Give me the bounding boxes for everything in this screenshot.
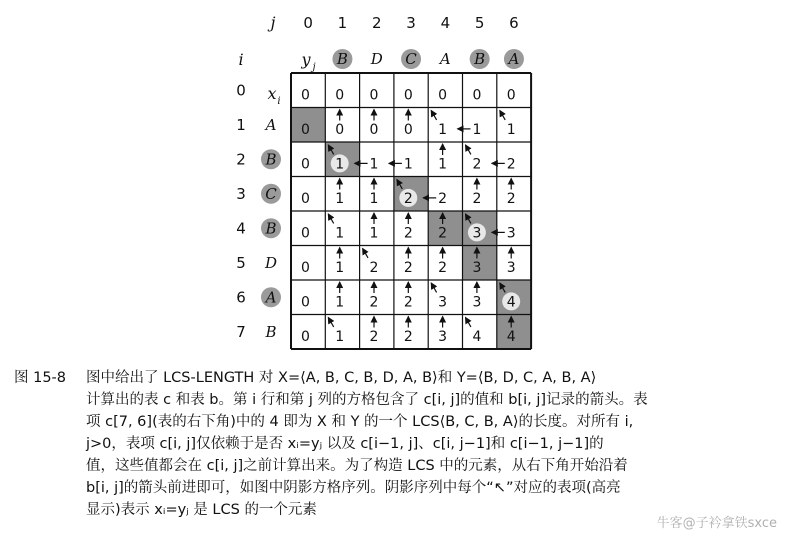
cell-value: 1 <box>472 121 482 138</box>
cell-value: 0 <box>403 87 413 104</box>
cell-value: 0 <box>300 190 310 207</box>
column-index: 6 <box>509 14 519 32</box>
x-char: D <box>264 253 278 272</box>
cell-value: 0 <box>335 87 345 104</box>
row-index: 0 <box>236 81 246 100</box>
cell-value: 2 <box>472 190 482 207</box>
row-index: 5 <box>236 253 246 272</box>
cell-value: 2 <box>403 259 413 276</box>
cell-value: 2 <box>472 156 482 173</box>
arrow-diag <box>328 318 333 327</box>
cell-value: 0 <box>335 121 345 138</box>
cell-value: 2 <box>403 225 413 242</box>
cell-value: 2 <box>369 328 379 345</box>
caption-line-4: j>0，表项 c[i, j]仅依赖于是否 xᵢ=yⱼ 以及 c[i−1, j]、c[i, j−1]和 c[i−1, j−1]的 <box>86 436 604 452</box>
cell-value: 2 <box>506 156 516 173</box>
column-index: 1 <box>337 14 348 32</box>
cell-value: 1 <box>369 156 379 173</box>
figure-label: 图 15-8 <box>14 370 67 386</box>
cell-value: 0 <box>300 121 310 138</box>
cell-value: 1 <box>438 121 448 138</box>
cell-value: 1 <box>335 294 345 311</box>
cell-value: 1 <box>335 156 345 173</box>
caption-line-5: 值，这些值都会在 c[i, j]之前计算出来。为了构造 LCS 中的元素，从右下角开始沿着 <box>86 458 628 474</box>
cell-value: 3 <box>438 294 448 311</box>
column-index: 0 <box>303 14 313 32</box>
arrow-diag <box>431 283 436 292</box>
cell-value: 2 <box>403 190 413 207</box>
watermark: 牛客@子衿拿铁sxce <box>656 516 777 531</box>
cell-value: 1 <box>506 121 516 138</box>
x-char: A <box>265 288 277 307</box>
cell-value: 1 <box>369 190 379 207</box>
cell-value: 0 <box>403 121 413 138</box>
x-header-label: x <box>267 84 277 103</box>
column-index: 4 <box>440 14 451 32</box>
cell-value: 1 <box>403 156 413 173</box>
cell-value: 3 <box>472 225 482 242</box>
cell-value: 0 <box>438 87 448 104</box>
cell-value: 0 <box>300 225 310 242</box>
cell-value: 0 <box>472 87 482 104</box>
arrow-diag <box>363 249 368 258</box>
y-char: D <box>370 50 383 68</box>
cell-value: 1 <box>335 225 345 242</box>
y-header-label: y <box>301 50 311 69</box>
column-index: 5 <box>474 14 485 32</box>
j-axis-label: j <box>270 13 276 32</box>
caption-line-7: 显示)表示 xᵢ=yⱼ 是 LCS 的一个元素 <box>86 502 317 518</box>
cell-value: 1 <box>369 225 379 242</box>
cell-value: 0 <box>369 121 379 138</box>
x-header-subscript: i <box>277 96 281 107</box>
cell-value: 2 <box>506 190 516 207</box>
cell-value: 2 <box>403 294 413 311</box>
x-char: B <box>265 219 277 238</box>
cell-value: 1 <box>438 156 448 173</box>
cell-value: 0 <box>300 156 310 173</box>
i-axis-label: i <box>238 50 244 69</box>
cell-value: 0 <box>506 87 516 104</box>
arrow-diag <box>466 145 471 154</box>
x-char: A <box>265 115 277 134</box>
cell-value: 2 <box>369 294 379 311</box>
x-char: C <box>265 184 277 203</box>
cell-value: 0 <box>300 328 310 345</box>
cell-value: 0 <box>300 259 310 276</box>
x-char: B <box>265 150 277 169</box>
row-index: 6 <box>236 288 246 307</box>
cell-value: 0 <box>300 87 310 104</box>
row-index: 4 <box>236 219 246 238</box>
cell-value: 4 <box>506 294 516 311</box>
cell-value: 0 <box>369 87 379 104</box>
cell-value: 3 <box>506 225 516 242</box>
caption-line-6: b[i, j]的箭头前进即可，如图中阴影方格序列。阴影序列中每个“↖”对应的表项(高亮 <box>86 480 621 496</box>
cell-value: 2 <box>369 259 379 276</box>
cell-value: 2 <box>438 190 448 207</box>
y-char: B <box>474 50 486 68</box>
cell-value: 4 <box>472 328 482 345</box>
caption-line-2: 计算出的表 c 和表 b。第 i 行和第 j 列的方格包含了 c[i, j]的值和 b[i, j]记录的箭头。表 <box>86 392 648 408</box>
cell-value: 2 <box>403 328 413 345</box>
cell-value: 3 <box>506 259 516 276</box>
row-index: 2 <box>236 150 246 169</box>
row-index: 3 <box>236 184 246 203</box>
row-index: 1 <box>236 115 246 134</box>
cell-value: 1 <box>335 190 345 207</box>
column-index: 3 <box>406 14 416 32</box>
caption-line-1: 图中给出了 LCS-LENGTH 对 X=⟨A, B, C, B, D, A, B⟩和 Y=⟨B, D, C, A, B, A⟩ <box>86 370 597 386</box>
arrow-diag <box>328 214 333 223</box>
arrow-diag <box>466 318 471 327</box>
cell-value: 1 <box>335 259 345 276</box>
cell-value: 3 <box>472 259 482 276</box>
arrow-diag <box>431 111 436 120</box>
cell-value: 2 <box>438 225 448 242</box>
cell-value: 2 <box>438 259 448 276</box>
caption-line-3: 项 c[7, 6](表的右下角)中的 4 即为 X 和 Y 的一个 LCS⟨B, C, B, A⟩的长度。对所有 i, <box>86 414 634 430</box>
y-char: B <box>336 50 348 68</box>
cell-value: 1 <box>335 328 345 345</box>
cell-value: 0 <box>300 294 310 311</box>
row-index: 7 <box>236 322 246 341</box>
y-char: C <box>405 50 417 68</box>
cell-value: 3 <box>472 294 482 311</box>
column-index: 2 <box>371 14 382 32</box>
y-char: A <box>439 50 451 68</box>
arrow-diag <box>500 111 505 120</box>
cell-value: 3 <box>438 328 448 345</box>
y-header-subscript: j <box>312 62 316 73</box>
x-char: B <box>265 322 277 341</box>
y-char: A <box>508 50 520 68</box>
cell-value: 4 <box>506 328 516 345</box>
